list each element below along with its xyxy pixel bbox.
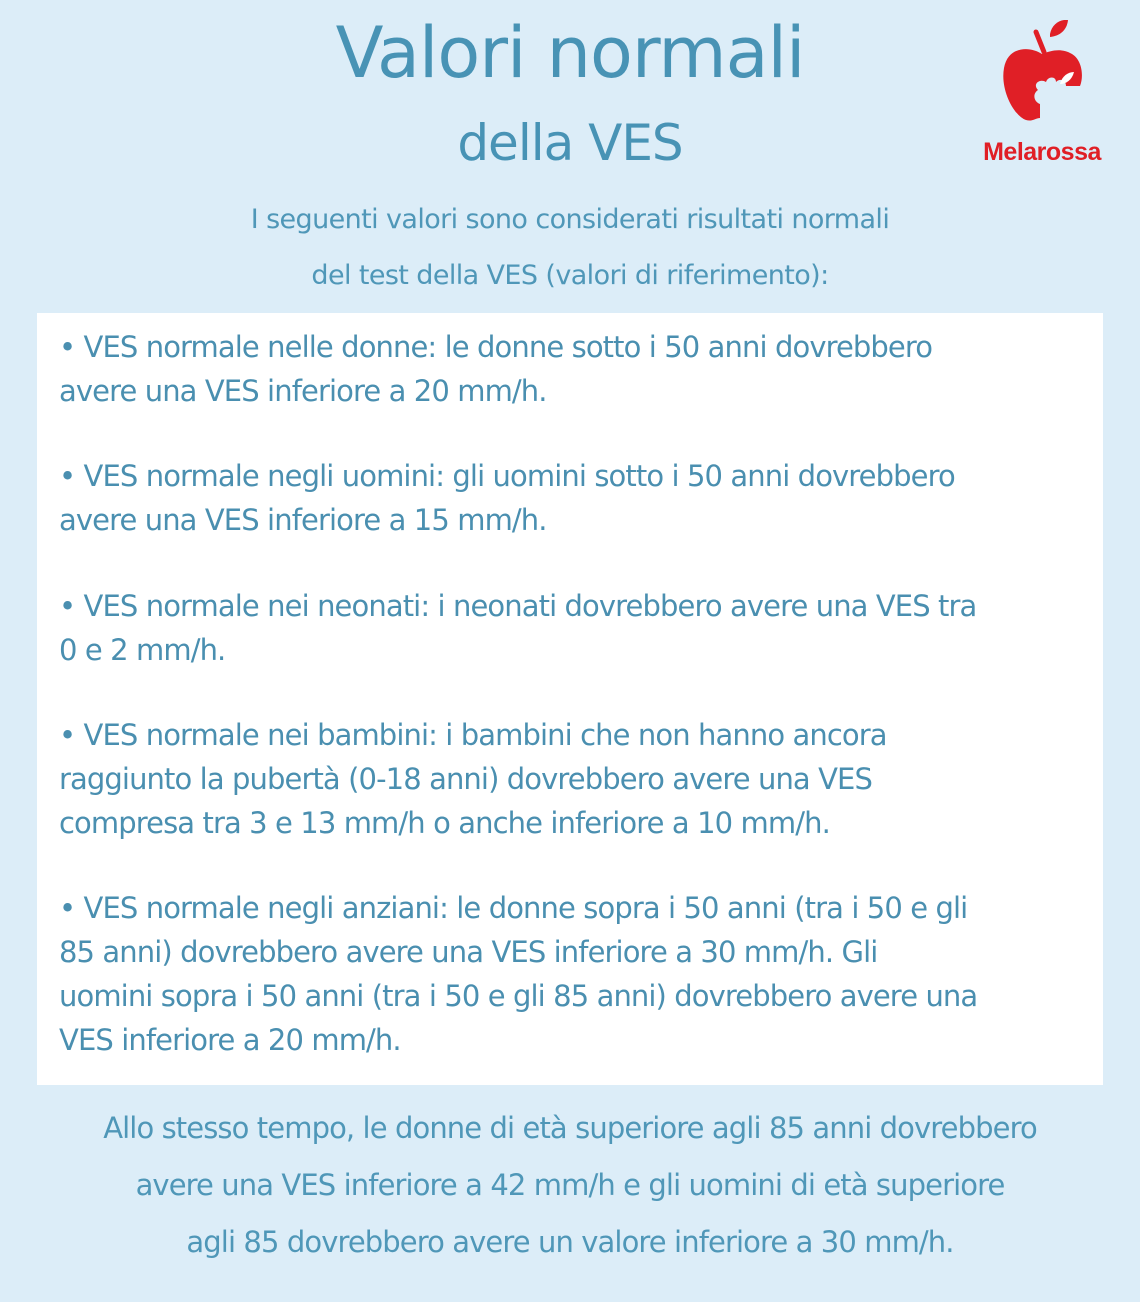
list-item-line: • VES normale negli uomini: gli uomini sotto i 50 anni dovrebbero [59,459,955,493]
list-item-line: 0 e 2 mm/h. [59,633,226,667]
page-title: Valori normali [335,12,805,94]
list-item-line: 85 anni) dovrebbero avere una VES inferiore a 30 mm/h. Gli [59,935,878,969]
list-item-line: • VES normale nei bambini: i bambini che non hanno ancora [59,718,887,752]
values-panel [37,313,1103,1085]
list-item-line: raggiunto la pubertà (0-18 anni) dovrebbero avere una VES [59,762,872,796]
list-item-line: avere una VES inferiore a 15 mm/h. [59,503,547,537]
list-item-line: avere una VES inferiore a 20 mm/h. [59,374,547,408]
list-item-line: VES inferiore a 20 mm/h. [59,1023,401,1057]
intro-line: del test della VES (valori di riferimento): [311,260,829,291]
brand-name: Melarossa [983,138,1101,166]
footer-note [0,1100,1140,1271]
list-item-line: uomini sopra i 50 anni (tra i 50 e gli 85 anni) dovrebbero avere una [59,979,978,1013]
footer-line: agli 85 dovrebbero avere un valore inferiore a 30 mm/h. [186,1225,954,1259]
footer-line: avere una VES inferiore a 42 mm/h e gli uomini di età superiore [135,1168,1005,1202]
list-item-line: • VES normale nelle donne: le donne sotto i 50 anni dovrebbero [59,330,933,364]
footer-line: Allo stesso tempo, le donne di età superiore agli 85 anni dovrebbero [103,1111,1037,1145]
list-item-men [59,454,1089,542]
list-item-children [59,713,1089,845]
list-item-line: • VES normale nei neonati: i neonati dovrebbero avere una VES tra [59,589,977,623]
intro-text [0,192,1140,304]
page-subtitle: della VES [457,114,683,172]
list-item-elderly [59,886,1089,1062]
list-item-newborns [59,584,1089,672]
list-item-line: compresa tra 3 e 13 mm/h o anche inferiore a 10 mm/h. [59,806,830,840]
list-item-women [59,325,1089,413]
apple-icon [1000,20,1084,132]
intro-line: I seguenti valori sono considerati risultati normali [250,204,890,235]
brand-logo [972,20,1112,170]
list-item-line: • VES normale negli anziani: le donne sopra i 50 anni (tra i 50 e gli [59,891,968,925]
